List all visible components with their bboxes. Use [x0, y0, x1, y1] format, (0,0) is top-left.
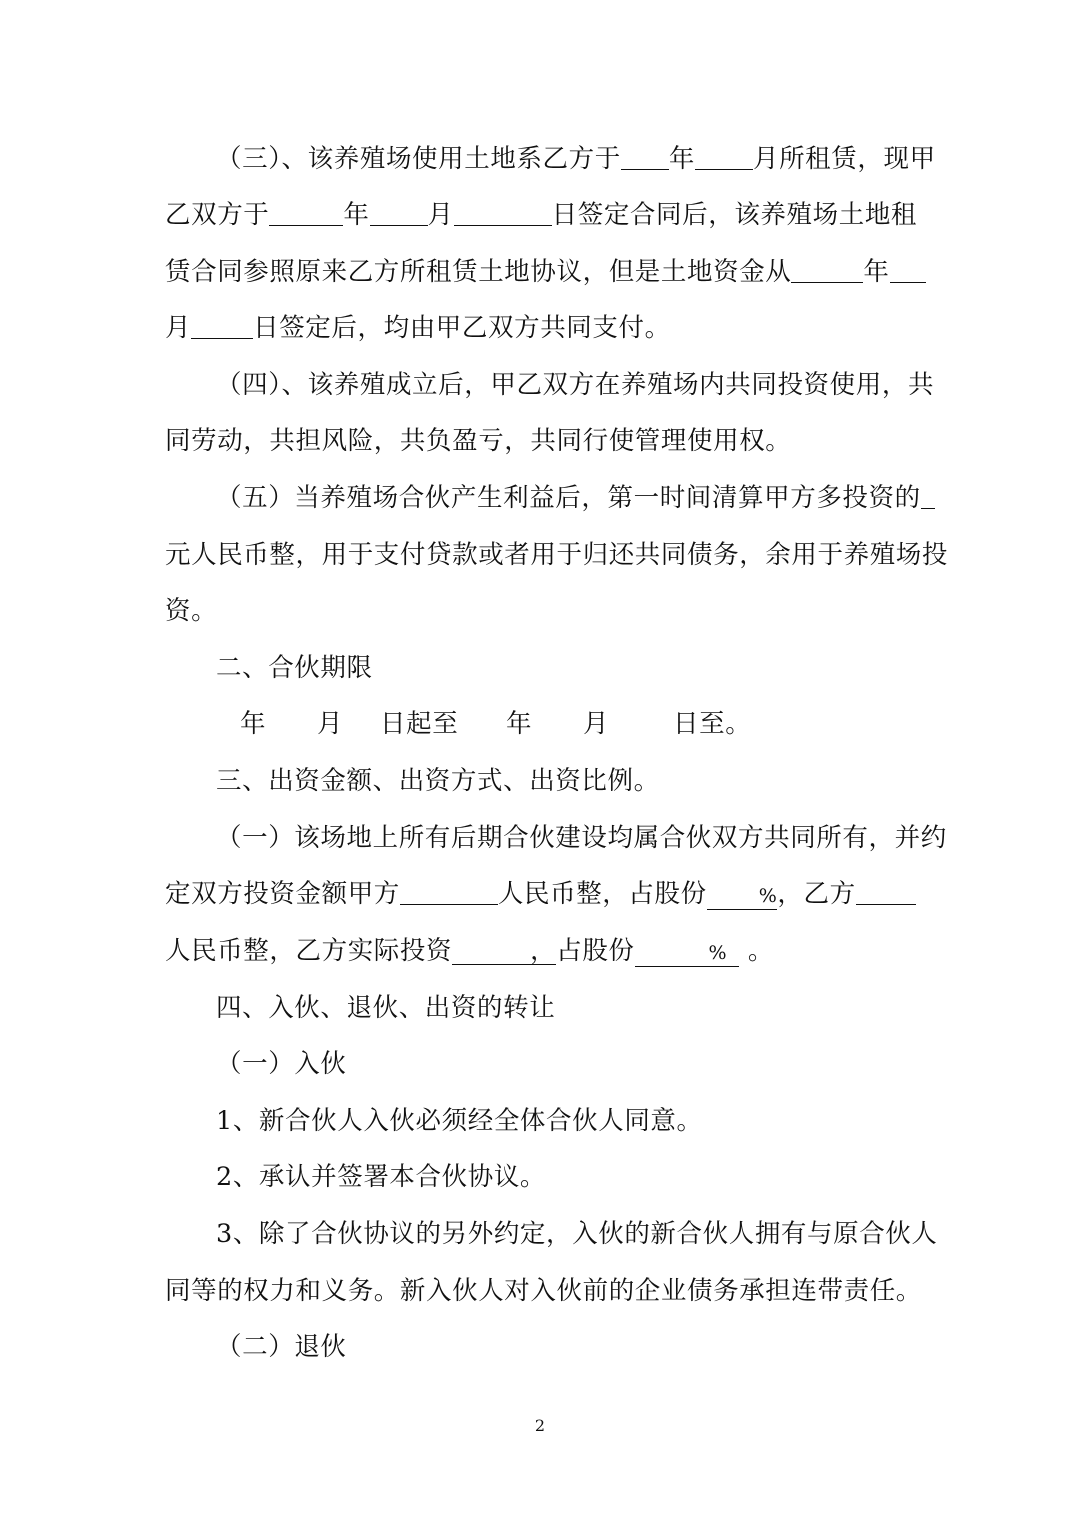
section-4-item-3-line-1: 3、除了合伙协议的另外约定，入伙的新合伙人拥有与原合伙人: [216, 1219, 938, 1249]
text: （五）当养殖场合伙产生利益后，第一时间清算甲方多投资的: [216, 483, 921, 513]
text: 日签定后，均由甲乙双方共同支付。: [253, 313, 671, 343]
text: 人民币整，占股份: [497, 879, 707, 909]
clause-5-line-3: 资。: [165, 596, 218, 626]
text: （三）、该养殖场使用土地系乙方于: [216, 144, 621, 174]
blank-field: [269, 199, 343, 226]
text: 年: [668, 144, 695, 174]
blank-field: [370, 199, 428, 226]
blank-field: [454, 199, 552, 226]
text: ，乙方: [777, 879, 856, 909]
clause-4-line-2: 同劳动，共担风险，共负盈亏，共同行使管理使用权。: [165, 426, 792, 456]
text: 月所租赁，现甲: [752, 144, 936, 174]
section-2-heading: 二、合伙期限: [216, 653, 373, 683]
blank-field: [921, 482, 935, 509]
section-4-item-2: 2、承认并签署本合伙协议。: [216, 1162, 547, 1192]
clause-4-line-1: （四）、该养殖成立后，甲乙双方在养殖场内共同投资使用，共: [216, 370, 935, 400]
partnership-period-line: [0, 708, 1080, 740]
text: 月: [583, 709, 610, 739]
section-4-item-1: 1、新合伙人入伙必须经全体合伙人同意。: [216, 1106, 703, 1136]
page-number: 2: [534, 1416, 546, 1435]
section-4-sub-2: （二）退伙: [216, 1332, 347, 1362]
clause-5-line-2: 元人民币整，用于支付贷款或者用于归还共同债务，余用于养殖场投: [165, 540, 949, 570]
blank-field: [191, 312, 253, 339]
clause-5-line-1: [216, 482, 976, 514]
text: 年: [343, 200, 370, 230]
blank-field: [890, 256, 926, 283]
text: 定双方投资金额甲方: [165, 879, 400, 909]
text: 日起至: [380, 709, 459, 739]
section-3-heading: 三、出资金额、出资方式、出资比例。: [216, 766, 660, 796]
section-3-line-1: （一）该场地上所有后期合伙建设均属合伙双方共同所有，并约: [216, 823, 947, 853]
text: 年: [506, 709, 533, 739]
investment-field: ，: [452, 938, 556, 965]
section-4-heading: 四、入伙、退伙、出资的转让: [216, 993, 556, 1023]
text: 人民币整，乙方实际投资: [165, 936, 453, 966]
text: 日至。: [673, 709, 752, 739]
section-3-line-2: [165, 878, 925, 910]
text: 日签定合同后，该养殖场土地租: [551, 200, 918, 230]
text: 年: [863, 257, 890, 287]
text: 年: [240, 709, 267, 739]
blank-field: [791, 256, 863, 283]
text: 月: [317, 709, 344, 739]
section-3-line-3: [165, 935, 925, 967]
clause-3-line-3: [165, 256, 925, 288]
text: 乙双方于: [165, 200, 270, 230]
text: 赁合同参照原来乙方所租赁土地协议，但是土地资金从: [165, 257, 792, 287]
section-4-item-3-line-2: 同等的权力和义务。新入伙人对入伙前的企业债务承担连带责任。: [165, 1276, 922, 1306]
blank-field: [856, 878, 916, 905]
text: 月: [427, 200, 454, 230]
clause-3-line-1: [216, 143, 976, 175]
section-4-sub-1: （一）入伙: [216, 1049, 347, 1079]
percent-field: %: [635, 940, 740, 967]
clause-3-line-2: [165, 199, 925, 231]
text: 。: [739, 936, 774, 966]
blank-field: [400, 878, 498, 905]
clause-3-line-4: [165, 312, 925, 344]
text: 月: [165, 313, 192, 343]
text: 占股份: [556, 936, 635, 966]
blank-field: [695, 143, 753, 170]
percent-field: %: [707, 883, 778, 910]
blank-field: [621, 143, 669, 170]
